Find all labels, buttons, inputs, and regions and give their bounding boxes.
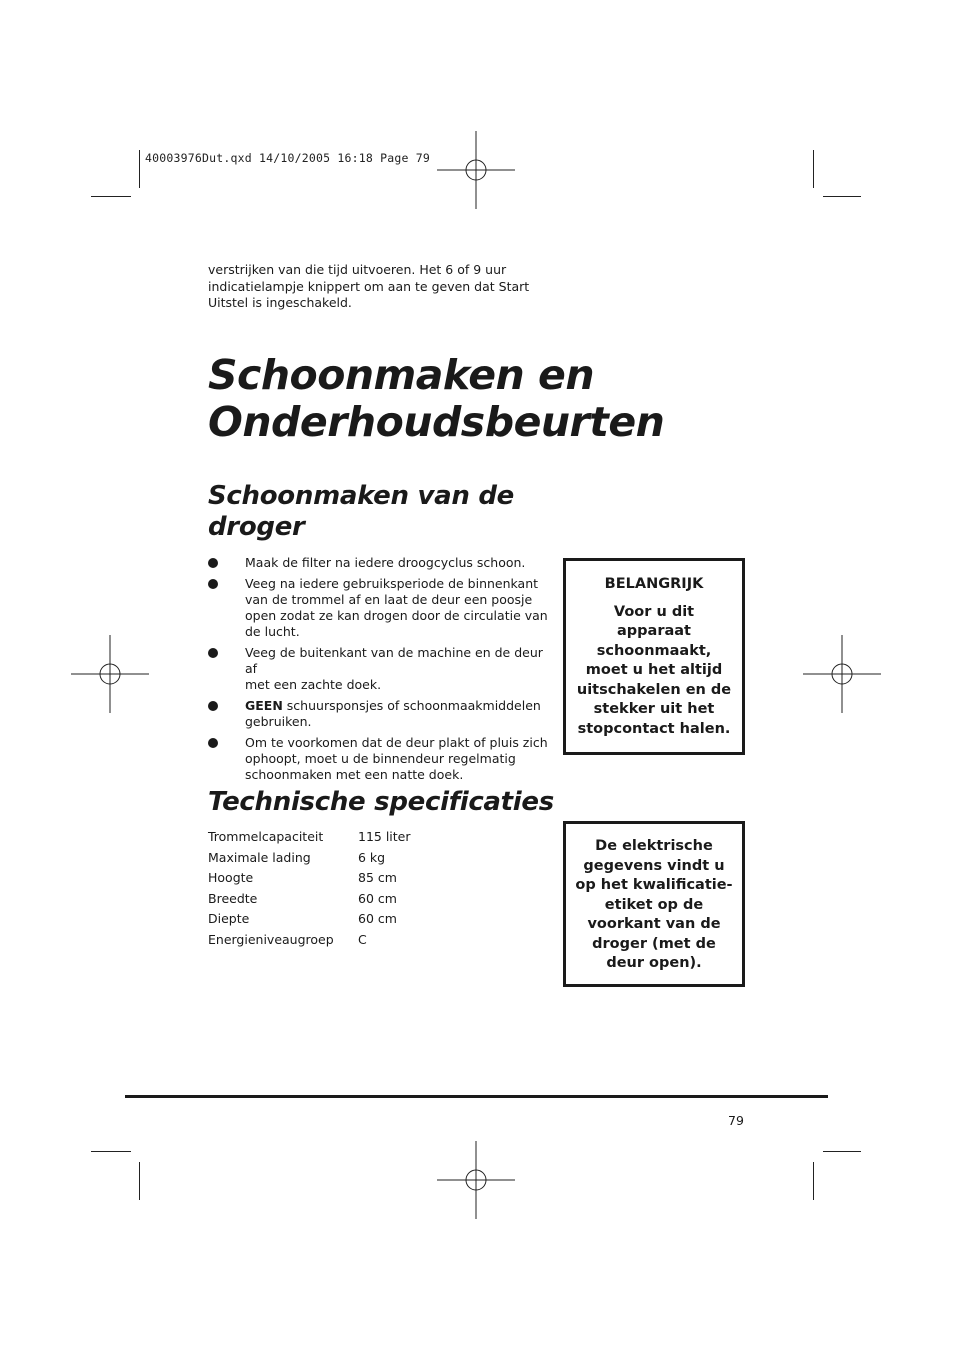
spec-value: 85 cm	[358, 870, 397, 886]
text-line: stekker uit het	[593, 701, 715, 717]
text-line: schoonmaken met een natte doek.	[245, 767, 464, 783]
spec-value: 115 liter	[358, 829, 411, 844]
table-row	[208, 932, 411, 953]
spec-value: 60 cm	[358, 911, 397, 927]
title-line: Schoonmaken en	[208, 351, 595, 399]
page-title	[208, 352, 664, 446]
text-line	[245, 698, 554, 714]
table-row	[208, 891, 411, 912]
text-line: op het kwalificatie-	[575, 877, 733, 893]
crop-mark	[139, 150, 140, 188]
text-line: deur open).	[606, 955, 702, 971]
spec-value: 60 cm	[358, 890, 397, 906]
heading-line: Schoonmaken van de	[208, 481, 514, 511]
page-number: 79	[728, 1113, 744, 1128]
text-line: etiket op de	[604, 896, 704, 913]
text-line: De elektrische	[595, 838, 713, 854]
text-line: Maak de filter na iedere droogcyclus schoon.	[245, 555, 526, 570]
list-item	[208, 576, 554, 641]
text-line: gegevens vindt u	[583, 857, 725, 874]
text-line: open zodat ze kan drogen door de circulatie van	[245, 608, 548, 624]
registration-mark-icon	[803, 635, 881, 713]
text-line: gebruiken.	[245, 714, 312, 730]
text-line: schoonmaakt,	[596, 642, 712, 659]
bullet-icon	[208, 648, 218, 658]
crop-mark	[813, 150, 814, 188]
specs-table	[208, 829, 411, 953]
section-heading-specs: Technische specificaties	[208, 787, 554, 817]
crop-mark	[91, 1151, 131, 1152]
crop-mark	[813, 1162, 814, 1200]
spec-value: C	[358, 931, 367, 947]
section-heading-cleaning	[208, 481, 514, 543]
text-line: Veeg de buitenkant van de machine en de deur af	[245, 645, 543, 677]
registration-mark-icon	[437, 1141, 515, 1219]
bullet-icon	[208, 738, 218, 748]
text-line: droger (met de	[592, 935, 716, 952]
text-line: Uitstel is ingeschakeld.	[208, 295, 352, 310]
footer-rule	[125, 1095, 828, 1098]
table-row	[208, 870, 411, 891]
text-line: Voor u dit	[613, 603, 695, 620]
table-row	[208, 829, 411, 850]
spec-label: Energieniveaugroep	[208, 931, 334, 947]
spec-label: Trommelcapaciteit	[208, 829, 324, 844]
text-fragment: schuursponsjes of schoonmaakmiddelen	[282, 698, 541, 714]
text-line: met een zachte doek.	[245, 677, 382, 693]
table-row	[208, 850, 411, 871]
spec-label: Diepte	[208, 911, 250, 927]
electrical-note-box	[563, 821, 745, 987]
notice-label: BELANGRIJK	[604, 576, 704, 592]
title-line: Onderhoudsbeurten	[208, 398, 665, 446]
spec-value: 6 kg	[358, 849, 386, 865]
spec-label: Breedte	[208, 890, 258, 906]
text-line: moet u het altijd	[585, 662, 723, 678]
intro-paragraph	[208, 262, 548, 312]
crop-mark	[823, 196, 861, 197]
bullet-icon	[208, 558, 218, 568]
text-line: indicatielampje knippert om aan te geven dat Start	[208, 278, 530, 294]
text-line: apparaat	[617, 623, 691, 639]
crop-mark	[91, 196, 131, 197]
important-notice-box	[563, 558, 745, 755]
list-item	[208, 645, 554, 694]
list-item	[208, 555, 554, 571]
text-line: voorkant van de	[587, 916, 721, 932]
print-slug: 40003976Dut.qxd 14/10/2005 16:18 Page 79	[145, 151, 430, 165]
crop-mark	[139, 1162, 140, 1200]
registration-mark-icon	[437, 131, 515, 209]
registration-mark-icon	[71, 635, 149, 713]
table-row	[208, 911, 411, 932]
text-line: stopcontact halen.	[577, 720, 731, 737]
text-line: van de trommel af en laat de deur een poosje	[245, 591, 533, 607]
list-item	[208, 698, 554, 730]
bullet-icon	[208, 579, 218, 589]
emphasis-text: GEEN	[245, 698, 283, 714]
text-line: Om te voorkomen dat de deur plakt of pluis zich	[245, 735, 548, 751]
text-line: ophoopt, moet u de binnendeur regelmatig	[245, 751, 516, 767]
cleaning-instructions-list	[208, 555, 554, 788]
bullet-icon	[208, 701, 218, 711]
spec-label: Hoogte	[208, 870, 254, 886]
text-line: Veeg na iedere gebruiksperiode de binnenkant	[245, 575, 539, 591]
heading-line: droger	[208, 512, 305, 542]
text-line: de lucht.	[245, 624, 300, 640]
spec-label: Maximale lading	[208, 849, 311, 865]
crop-mark	[823, 1151, 861, 1152]
text-line: verstrijken van die tijd uitvoeren. Het 6 of 9 uur	[208, 262, 507, 277]
text-line: uitschakelen en de	[576, 681, 732, 698]
list-item	[208, 735, 554, 784]
